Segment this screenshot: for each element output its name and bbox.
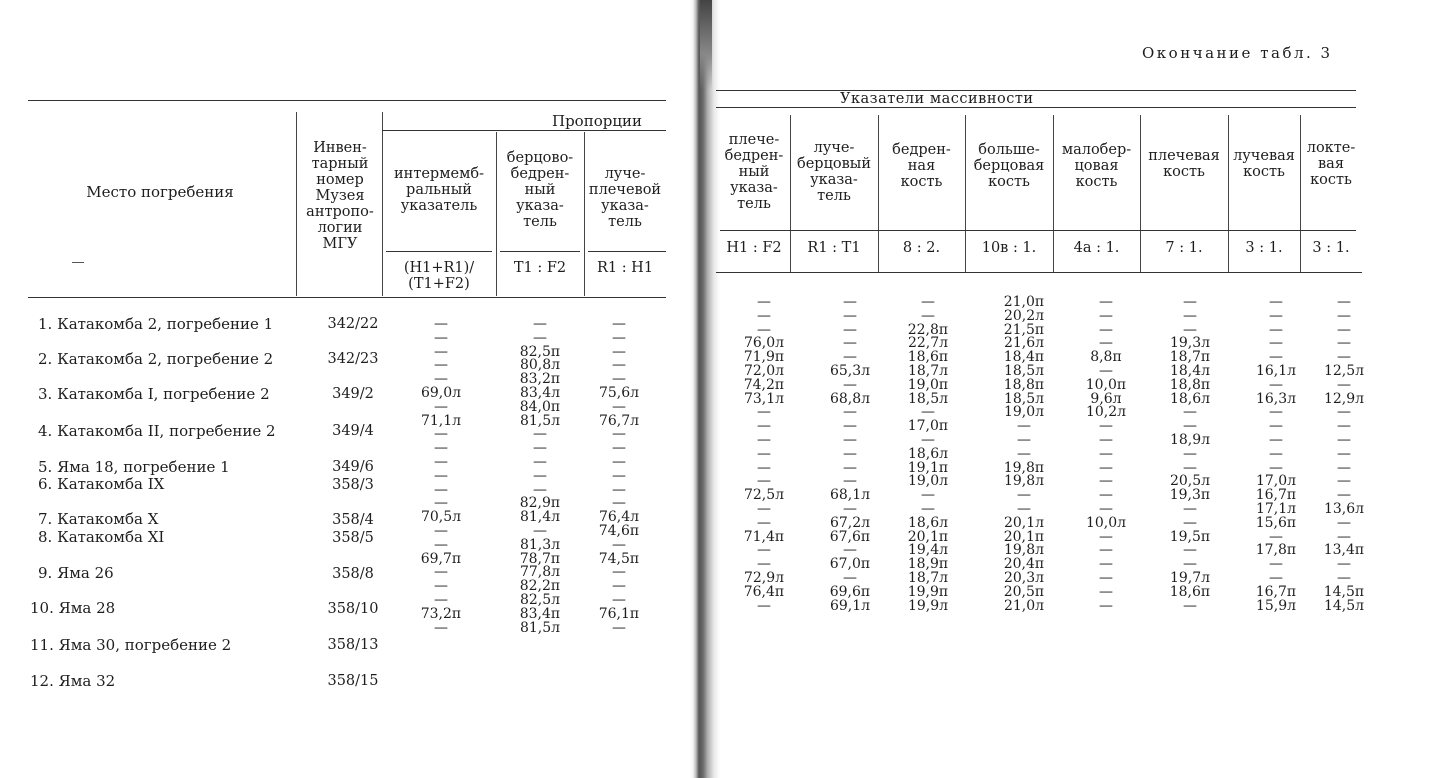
header-proportions: Пропорции: [552, 112, 642, 130]
header-fibula: малобер- цовая кость: [1061, 142, 1132, 190]
formula-crural: T1 : F2: [513, 260, 567, 276]
table-row-label: 10. Яма 28: [30, 599, 116, 617]
table-top-rule: [28, 100, 666, 101]
table-row-inventory: 358/3: [332, 477, 374, 493]
header-intermembral: интермемб- ральный указатель: [394, 166, 484, 214]
table-row-inventory: 358/4: [332, 512, 374, 528]
column-radiotibial-values: — — — — — 65,3л — 68,8л — — — — — — 68,1л — 67,2л 67,6п — 67,0п — 69,6п 69,1л: [829, 294, 871, 614]
table-header-bottom-rule: [716, 272, 1362, 273]
formula-tibia: 10в : 1.: [981, 240, 1037, 256]
formula-intermembral: (H1+R1)/ (T1+F2): [403, 260, 475, 292]
column-ulna-values: — — — — — 12,5л — 12,9л — — — — — — — 13,6л — — 13,4п — — 14,5п 14,5л: [1323, 294, 1365, 614]
header-inventory: Инвен- тарный номер Музея антропо- логии МГУ: [306, 140, 374, 252]
column-divider: [296, 112, 297, 296]
table-row-label: 3. Катакомба I, погребение 2: [38, 385, 270, 403]
formula-humerus: 7 : 1.: [1165, 240, 1203, 256]
column-humerofemoral-values: — — — 76,0л 71,9п 72,0л 74,2п 73,1л — — — — — — 72,5л — — 71,4п — — 72,9л 76,4п —: [743, 294, 785, 614]
book-spine: [690, 0, 720, 778]
table-row-label: 9. Яма 26: [38, 564, 114, 582]
header-place: Место погребения: [86, 183, 234, 201]
formula-rule: [386, 251, 492, 252]
table-row-inventory: 358/10: [327, 601, 379, 617]
table-row-inventory: 349/4: [332, 423, 374, 439]
formula-humerofemoral: H1 : F2: [726, 240, 782, 256]
table-top-rule: [716, 90, 1356, 91]
table-header-bottom-rule: [28, 297, 666, 298]
column-intermembral-values: — — — — — 69,0л — 71,1л — — — — — — 70,5л — — 69,7п — — — 73,2п —: [420, 316, 462, 636]
table-row-label: 1. Катакомба 2, погребение 1: [38, 315, 274, 333]
header-humerofemoral: плече- бедрен- ный указа- тель: [724, 132, 784, 212]
group-title-rule: [716, 107, 1356, 108]
header-tibia: больше- берцовая кость: [973, 142, 1045, 190]
table-row-inventory: 358/8: [332, 566, 374, 582]
formula-femur: 8 : 2.: [902, 240, 941, 256]
column-brachial-values: — — — — — 75,6л — 76,7л — — — — — — 76,4л 74,6п — 74,5п — — — 76,1п —: [598, 316, 640, 636]
table-row-label: 2. Катакомба 2, погребение 2: [38, 350, 274, 368]
formula-ulna: 3 : 1.: [1312, 240, 1350, 256]
page-shadow: [700, 0, 712, 90]
column-crural-values: — — 82,5п 80,8л 83,2п 83,4л 84,0п 81,5л — — — — — 82,9п 81,4л — 81,3л 78,7п 77,8л 82,2п 82,5л 83,4п 81,5л: [519, 316, 561, 636]
column-fibula-values: — — — — 8,8п — 10,0п 9,6л 10,2л — — — — — — — 10,0л — — — — — —: [1085, 294, 1127, 614]
header-ulna: локте- вая кость: [1306, 140, 1356, 188]
formula-radius: 3 : 1.: [1245, 240, 1283, 256]
table-row-label: 4. Катакомба II, погребение 2: [38, 422, 276, 440]
table-row-label: 6. Катакомба IX: [38, 475, 165, 493]
header-radius: лучевая кость: [1233, 148, 1295, 180]
table-row-inventory: 349/2: [332, 386, 374, 402]
proportions-rule: [382, 130, 666, 131]
formula-rule: [500, 251, 580, 252]
column-radius-values: — — — — — 16,1л — 16,3л — — — — — 17,0л 16,7п 17,1л 15,6п — 17,8п — — 16,7п 15,9л: [1255, 294, 1297, 614]
table-row-inventory: 349/6: [332, 459, 374, 475]
header-radiotibial: луче- берцовый указа- тель: [796, 140, 871, 204]
table-row-inventory: 358/13: [327, 637, 379, 653]
table-row-inventory: 342/22: [327, 316, 379, 332]
formula-rule: [720, 230, 1356, 231]
table-row-inventory: 358/5: [332, 530, 374, 546]
header-brachial: луче- плечевой указа- тель: [588, 166, 662, 230]
formula-brachial: R1 : H1: [596, 260, 654, 276]
table-row-inventory: 342/23: [327, 351, 379, 367]
formula-fibula: 4а : 1.: [1073, 240, 1120, 256]
dash-mark: [72, 262, 84, 263]
table-row-inventory: 358/15: [327, 673, 379, 689]
header-humerus: плечевая кость: [1148, 148, 1220, 180]
header-femur: бедрен- ная кость: [892, 142, 951, 190]
column-humerus-values: — — — 19,3л 18,7п 18,4л 18,8п 18,6л — — 18,9л — — 20,5л 19,3п — — 19,5п — — 19,7л 18,6п —: [1169, 294, 1211, 614]
group-title: Указатели массивности: [840, 91, 1034, 107]
table-row-label: 11. Яма 30, погребение 2: [30, 636, 232, 654]
table-row-label: 8. Катакомба XI: [38, 528, 165, 546]
table-row-label: 12. Яма 32: [30, 672, 116, 690]
formula-rule: [588, 251, 666, 252]
column-tibia-values: 21,0п 20,2л 21,5п 21,6л 18,4п 18,5л 18,8п 18,5л 19,0л — — — 19,8п 19,8л — — 20,1л 20,1п 19,8л 20,4п 20,3л 20,5п 21,0л: [1003, 294, 1045, 614]
continuation-title: Окончание табл. 3: [1142, 44, 1333, 62]
table-row-label: 7. Катакомба X: [38, 510, 159, 528]
header-crural: берцово- бедрен- ный указа- тель: [506, 150, 574, 230]
column-femur-values: — — 22,8п 22,7л 18,6п 18,7л 19,0п 18,5л — 17,0п — 18,6л 19,1п 19,0л — — 18,6л 20,1п 19,4л 18,9п 18,7л 19,9п 19,9л: [907, 294, 949, 614]
formula-radiotibial: R1 : T1: [807, 240, 861, 256]
table-row-label: 5. Яма 18, погребение 1: [38, 458, 230, 476]
